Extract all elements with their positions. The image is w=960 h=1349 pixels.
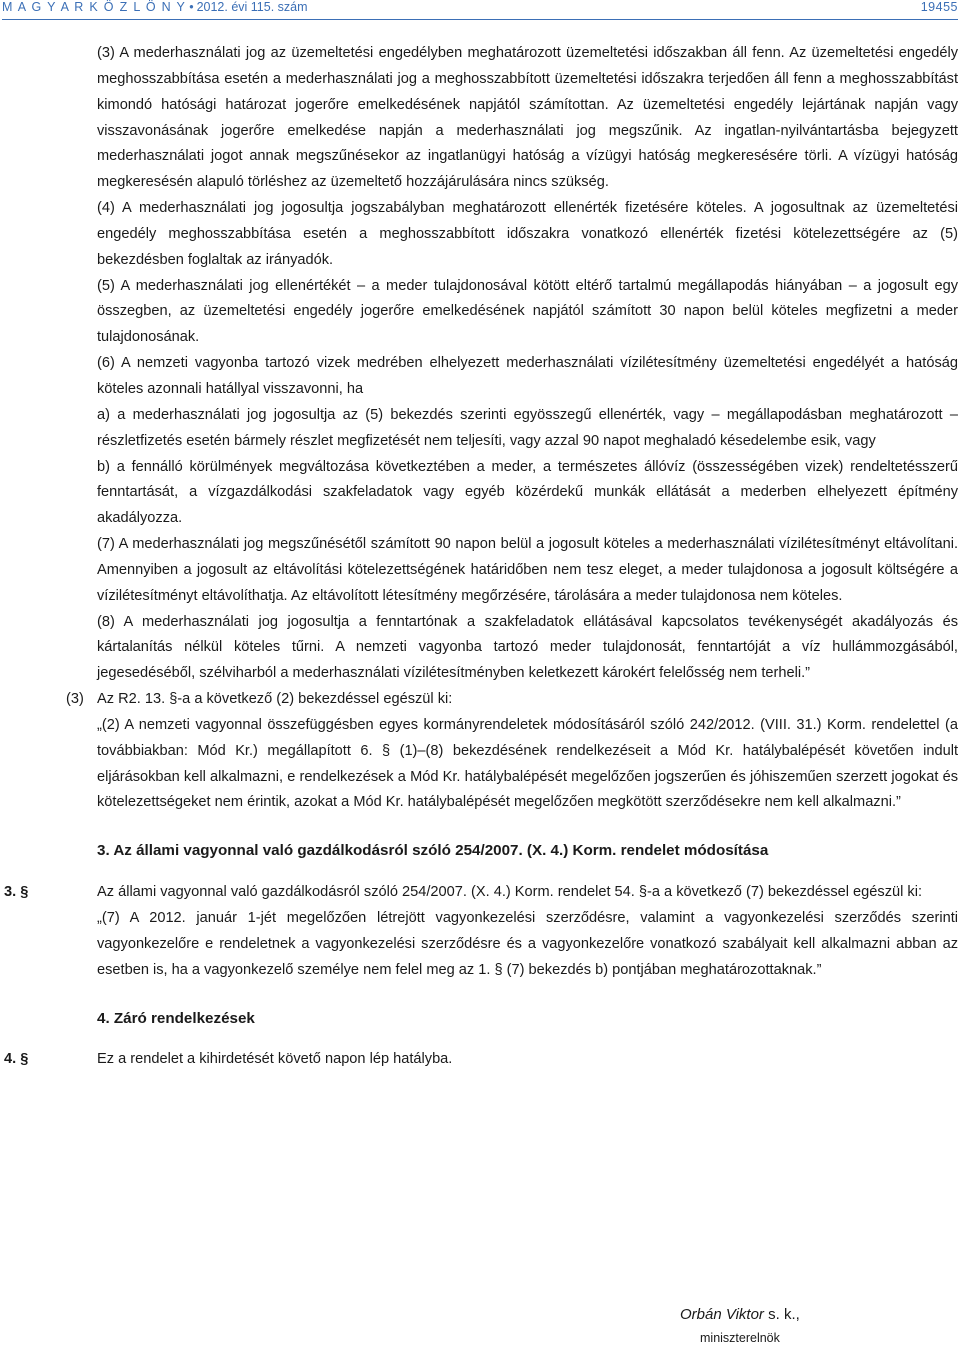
- point-3: [0, 687, 960, 713]
- paragraph-4: (4) A mederhasználati jog jogosultja jogszabályban meghatározott ellenérték fizetésére köteles. A jogosultnak az üzemeltetési engedély meghosszabbítása esetén a meghosszabbított időszakra vonatkozó ellenérték fizetési kötelezettségére az (5) bekezdésben foglaltak az irányadók.: [97, 200, 958, 268]
- paragraph-3: (3) A mederhasználati jog az üzemeltetési engedélyben meghatározott üzemeltetési időszakban áll fenn. Az üzemeltetési engedély meghosszabbítása esetén a mederhasználati jog a meghosszabbított üzemeltetési időszakra terjedően áll fenn a meghosszabbítást kimondó hatósági határozat jogerőre emelkedésének napjától számítottan. Az üzemeltetési engedély lejártának napján vagy visszavonásának jogerőre emelkedése napján a mederhasználati jog megszűnik. Az ingatlan-nyilvántartásba bejegyzett mederhasználati jogot annak megszűnésekor az ingatlanügyi hatóság a vízügyi hatóság megkeresésére törli. A vízügyi hatóság megkeresésén alapuló törléshez az üzemeltető hozzájárulására nincs szükség.: [97, 45, 958, 191]
- paragraph-6a: a) a mederhasználati jog jogosultja az (5) bekezdés szerinti egyösszegű ellenérték, vagy – megállapodásban meghatározott – részletfizetés esetén bármely részlet megfizetését nem teljesíti, vagy azzal 90 napot meghaladó késedelembe esik, vagy: [97, 406, 958, 449]
- section-3-heading: 3. Az állami vagyonnal való gazdálkodásról szóló 254/2007. (X. 4.) Korm. rendelet módosítása: [97, 842, 769, 860]
- section-4-heading: 4. Záró rendelkezések: [97, 1009, 255, 1027]
- article-3-quote: „(7) A 2012. január 1-jét megelőzően létrejött vagyonkezelési szerződésre, valamint a vagyonkezelési szerződés szerinti vagyonkezelőre e rendeletnek a vagyonkezelési szerződésre és a vagyonkezelőre vonatkozó szabályait kell alkalmazni abban az esetben is, ha a vagyonkezelő személye nem felel meg az 1. § (7) bekezdés b) pontjában meghatározottaknak.”: [97, 910, 958, 978]
- paragraph-7: (7) A mederhasználati jog megszűnésétől számított 90 napon belül a jogosult köteles a mederhasználati vízilétesítményt eltávolítani. Amennyiben a jogosult az eltávolítási kötelezettségének határidőben nem tesz eleget, a meder tulajdonosa a jogosult költségére a vízilétesítményt eltávolíthatja. Az eltávolított létesítmény megőrzésére, tárolására a meder tulajdonosa nem köteles.: [97, 536, 958, 604]
- signatory-role: miniszterelnök: [700, 1331, 780, 1345]
- signatory-name: Orbán Viktor: [680, 1306, 764, 1323]
- signatory-suffix: s. k.,: [763, 1306, 800, 1323]
- header-rule: [2, 19, 958, 20]
- paragraph-8: (8) A mederhasználati jog jogosultja a fenntartónak a szakfeladatok ellátásával kapcsolatos tevékenységét akadályozás és kártalanítás nélkül köteles tűrni. A nemzeti vagyonba tartozó meder tulajdonosát, fenntartóját a víz hullámmozgásából, jegesedéséből, szélviharból a mederhasználati vízilétesítményben keletkezett károkért felelősség nem terheli.”: [97, 613, 958, 682]
- article-4-number: 4. §: [4, 1051, 29, 1068]
- signatory: [680, 1305, 800, 1325]
- article-3-number: 3. §: [4, 884, 29, 901]
- journal-name: M A G Y A R K Ö Z L Ö N Y: [2, 0, 187, 14]
- header-bullet: •: [189, 0, 194, 14]
- point-3-label: (3): [66, 691, 84, 708]
- document-body: [0, 41, 960, 1073]
- journal-header: [2, 0, 308, 14]
- signature-block: [0, 1305, 960, 1349]
- page-header: [2, 0, 958, 14]
- article-3: [0, 880, 960, 906]
- article-4: [0, 1047, 960, 1073]
- issue-number: 2012. évi 115. szám: [196, 0, 308, 14]
- point-3-intro: Az R2. 13. §-a a következő (2) bekezdéssel egészül ki:: [97, 691, 453, 708]
- article-3-text: Az állami vagyonnal való gazdálkodásról szóló 254/2007. (X. 4.) Korm. rendelet 54. §-a a következő (7) bekezdéssel egészül ki:: [97, 884, 922, 901]
- page-number: 19455: [920, 0, 958, 14]
- point-3-quote: „(2) A nemzeti vagyonnal összefüggésben egyes kormányrendeletek módosításáról szóló 242/2012. (VIII. 31.) Korm. rendelettel (a továbbiakban: Mód Kr.) megállapított 6. § (1)–(8) bekezdésének rendelkezéseit a Mód Kr. hatálybalépését követően indult eljárásokban kell alkalmazni, e rendelkezések a Mód Kr. hatálybalépését megelőzően jogszerűen és jóhiszeműen szerzett jogokat és kötelezettségeket nem érintik, azokat a Mód Kr. hatálybalépését megelőzően megkötött szerződésekre nem kell alkalmazni.”: [97, 716, 958, 811]
- paragraph-6: (6) A nemzeti vagyonba tartozó vizek medrében elhelyezett mederhasználati vízilétesítmény üzemeltetési engedélyét a hatóság köteles azonnali hatállyal visszavonni, ha: [97, 355, 958, 397]
- paragraph-6b: b) a fennálló körülmények megváltozása következtében a meder, a természetes állóvíz (összességében vizek) rendeltetésszerű fenntartását, a vízgazdálkodási szakfeladatok vagy egyéb közérdekű munkák ellátását a mederben elhelyezett építmény akadályozza.: [97, 458, 958, 527]
- paragraph-5: (5) A mederhasználati jog ellenértékét – a meder tulajdonosával kötött eltérő tartalmú megállapodás hiányában – a jogosult egy összegben, az üzemeltetési engedély jogerőre emelkedésének napjától számított 30 napon belül köteles megfizetni a meder tulajdonosának.: [97, 277, 958, 346]
- article-4-text: Ez a rendelet a kihirdetését követő napon lép hatályba.: [97, 1051, 453, 1068]
